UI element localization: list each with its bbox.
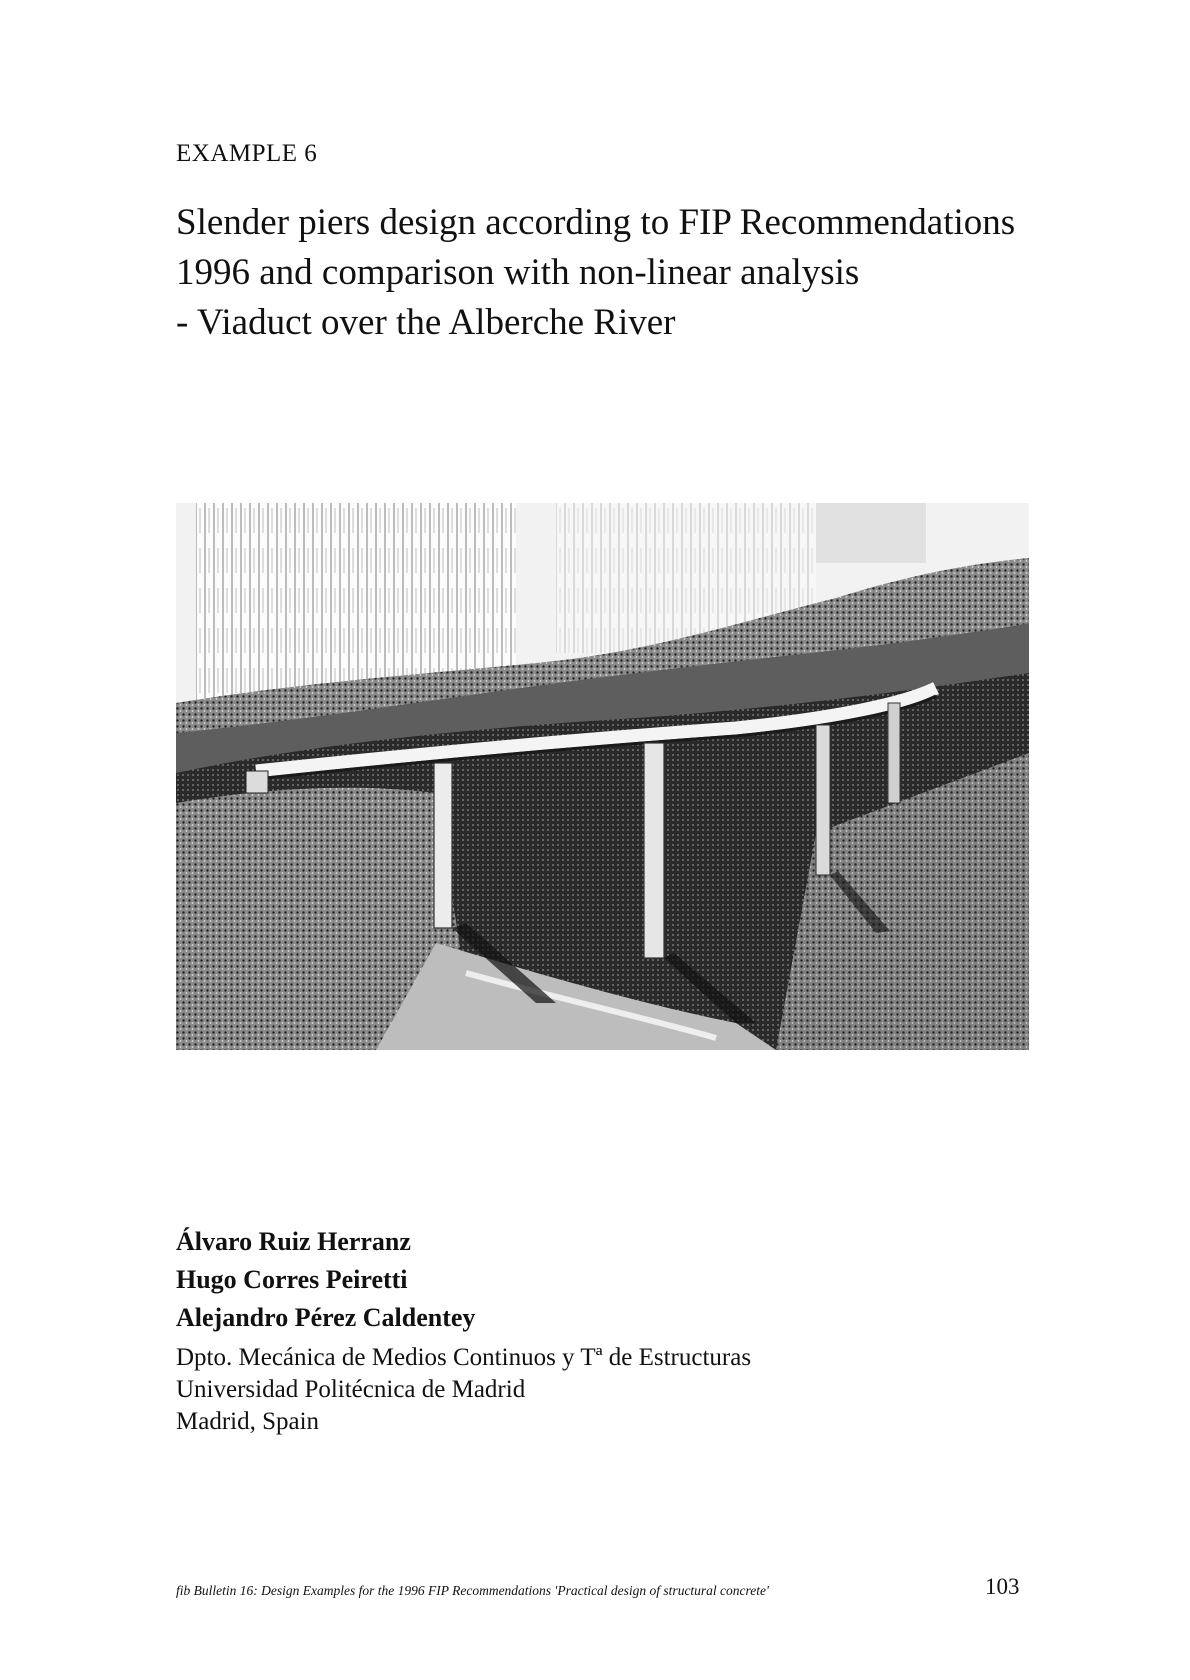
author-name: Álvaro Ruiz Herranz — [176, 1227, 411, 1256]
author-list — [176, 1223, 475, 1337]
title-line-1: Slender piers design according to FIP Recommendations — [176, 202, 1016, 243]
viaduct-photo-illustration — [176, 503, 1029, 1050]
author-name: Hugo Corres Peiretti — [176, 1265, 408, 1294]
affiliation-department: Dpto. Mecánica de Medios Continuos y Tª de Estructuras — [176, 1344, 752, 1371]
affiliation-university: Universidad Politécnica de Madrid — [176, 1376, 526, 1403]
affiliation — [176, 1342, 751, 1438]
document-title — [176, 198, 1076, 348]
author-name: Alejandro Pérez Caldentey — [176, 1303, 476, 1332]
affiliation-location: Madrid, Spain — [176, 1408, 320, 1435]
example-label: EXAMPLE 6 — [176, 140, 318, 167]
footer-citation: fib Bulletin 16: Design Examples for the 1996 FIP Recommendations 'Practical design of structural concrete' — [176, 1583, 769, 1598]
title-line-2: 1996 and comparison with non-linear analysis — [176, 252, 860, 293]
viaduct-photo — [176, 503, 1029, 1050]
title-line-3: - Viaduct over the Alberche River — [176, 302, 676, 343]
page-number: 103 — [985, 1574, 1020, 1599]
